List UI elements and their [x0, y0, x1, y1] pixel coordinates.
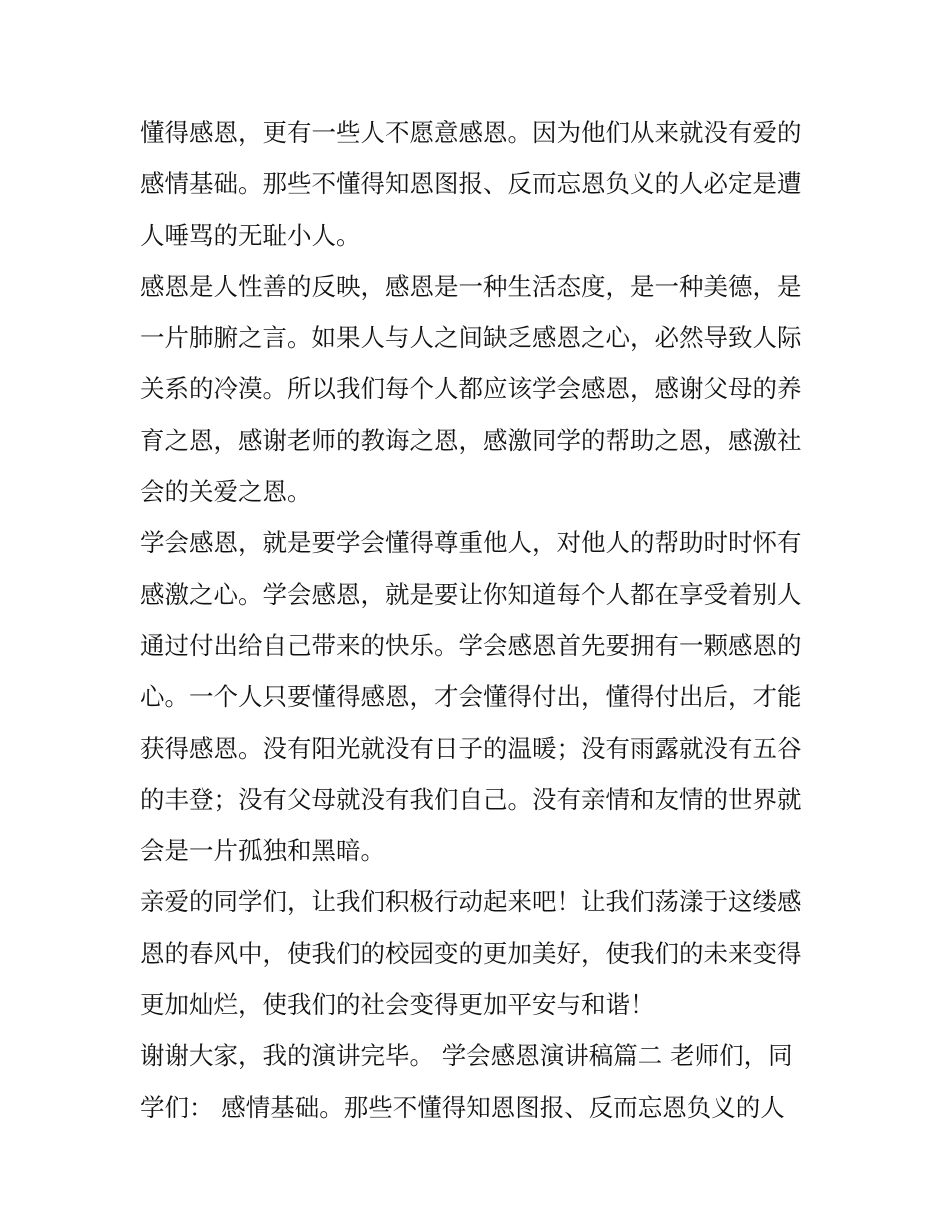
text-line: 更加灿烂，使我们的社会变得更加平安与和谐！	[140, 990, 655, 1020]
text-line: 亲爱的同学们，让我们积极行动起来吧！让我们荡漾于这缕感	[140, 887, 802, 917]
text-line: 会的关爱之恩。	[140, 477, 312, 507]
text-line: 获得感恩。没有阳光就没有日子的温暖；没有雨露就没有五谷	[140, 733, 802, 763]
text-line: 一片肺腑之言。如果人与人之间缺乏感恩之心，必然导致人际	[140, 323, 802, 353]
text-line: 心。一个人只要懂得感恩，才会懂得付出，懂得付出后，才能	[140, 682, 802, 712]
text-line: 通过付出给自己带来的快乐。学会感恩首先要拥有一颗感恩的	[140, 630, 802, 660]
text-line: 感激之心。学会感恩，就是要让你知道每个人都在享受着别人	[140, 579, 802, 609]
document-body	[140, 107, 820, 1133]
text-line: 感恩是人性善的反映，感恩是一种生活态度，是一种美德，是	[140, 271, 802, 301]
text-line: 懂得感恩，更有一些人不愿意感恩。因为他们从来就没有爱的	[140, 118, 802, 147]
text-line: 谢谢大家，我的演讲完毕。 学会感恩演讲稿篇二 老师们，同	[140, 1041, 793, 1071]
text-line: 育之恩，感谢老师的教诲之恩，感激同学的帮助之恩，感激社	[140, 425, 802, 455]
text-line: 的丰登；没有父母就没有我们自己。没有亲情和友情的世界就	[140, 784, 802, 814]
text-line: 恩的春风中，使我们的校园变的更加美好，使我们的未来变得	[140, 938, 802, 968]
text-line: 人唾骂的无耻小人。	[140, 220, 361, 250]
text-line: 学会感恩，就是要学会懂得尊重他人，对他人的帮助时时怀有	[140, 528, 802, 558]
text-line: 感情基础。那些不懂得知恩图报、反而忘恩负义的人必定是遭	[140, 169, 802, 199]
text-line: 会是一片孤独和黑暗。	[140, 836, 385, 866]
text-line: 学们： 感情基础。那些不懂得知恩图报、反而忘恩负义的人	[140, 1092, 785, 1122]
text-line: 关系的冷漠。所以我们每个人都应该学会感恩，感谢父母的养	[140, 374, 802, 404]
